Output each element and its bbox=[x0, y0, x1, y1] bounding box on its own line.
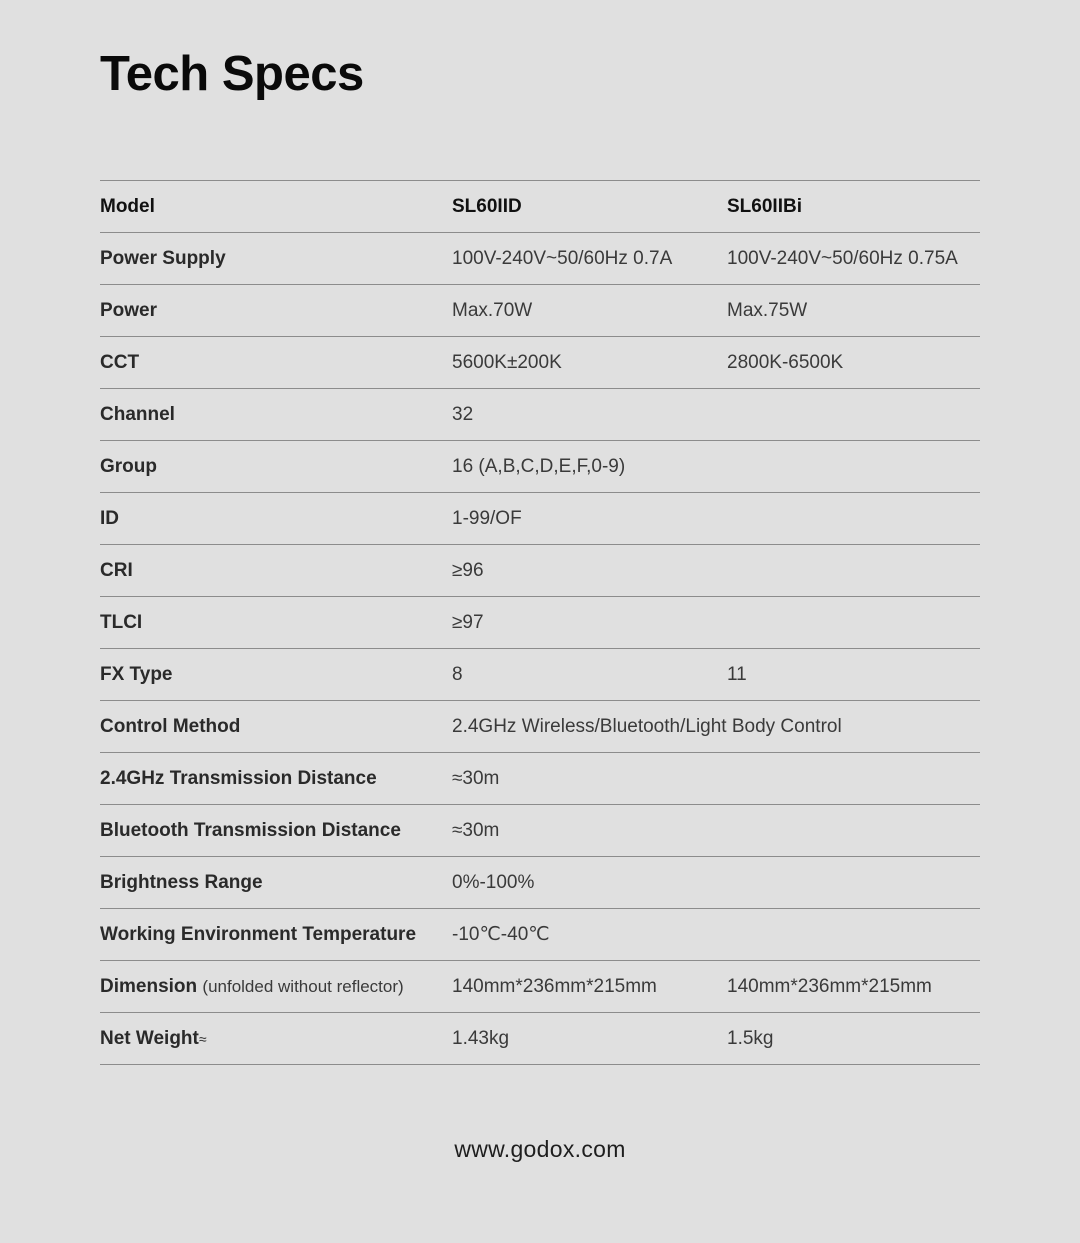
table-row-cri bbox=[100, 545, 980, 597]
row-value-model-1: 1.43kg bbox=[452, 1027, 510, 1049]
table-row-24ghz-distance bbox=[100, 753, 980, 805]
table-row-power bbox=[100, 285, 980, 337]
page-title: Tech Specs bbox=[100, 47, 364, 101]
table-row-brightness-range bbox=[100, 857, 980, 909]
row-value-model-1: Max.70W bbox=[452, 299, 533, 321]
row-value-shared: 1-99/OF bbox=[452, 507, 522, 529]
row-label: Channel bbox=[100, 403, 175, 425]
table-header-row bbox=[100, 181, 980, 233]
row-value-shared: ≥97 bbox=[452, 611, 484, 633]
table-row-power-supply bbox=[100, 233, 980, 285]
row-label: Net Weight≈ bbox=[100, 1027, 207, 1049]
table-row-id bbox=[100, 493, 980, 545]
row-label: CRI bbox=[100, 559, 133, 581]
header-model-2: SL60IIBi bbox=[727, 195, 802, 217]
row-value-model-2: 100V-240V~50/60Hz 0.75A bbox=[727, 247, 958, 269]
row-label: Group bbox=[100, 455, 157, 477]
row-label: ID bbox=[100, 507, 119, 529]
table-row-working-temperature bbox=[100, 909, 980, 961]
row-value-model-2: Max.75W bbox=[727, 299, 808, 321]
row-label: FX Type bbox=[100, 663, 173, 685]
row-value-model-1: 100V-240V~50/60Hz 0.7A bbox=[452, 247, 673, 269]
table-row-group bbox=[100, 441, 980, 493]
table-row-channel bbox=[100, 389, 980, 441]
row-label: TLCI bbox=[100, 611, 143, 633]
table-row-fx-type bbox=[100, 649, 980, 701]
row-label: Working Environment Temperature bbox=[100, 923, 417, 945]
row-label: Dimension (unfolded without reflector) bbox=[100, 975, 404, 997]
table-row-control-method bbox=[100, 701, 980, 753]
row-label: CCT bbox=[100, 351, 140, 373]
specs-table bbox=[100, 180, 980, 1065]
row-value-shared: -10℃-40℃ bbox=[452, 924, 550, 945]
row-value-shared: ≈30m bbox=[452, 767, 500, 789]
row-value-shared: ≈30m bbox=[452, 819, 500, 841]
row-label: Control Method bbox=[100, 715, 241, 737]
row-value-model-1: 140mm*236mm*215mm bbox=[452, 975, 657, 997]
row-value-shared: 32 bbox=[452, 403, 474, 425]
row-label: 2.4GHz Transmission Distance bbox=[100, 767, 377, 789]
header-model-1: SL60IID bbox=[452, 195, 522, 217]
row-value-model-1: 8 bbox=[452, 663, 463, 685]
row-value-shared: 16 (A,B,C,D,E,F,0-9) bbox=[452, 455, 626, 477]
table-row-dimension bbox=[100, 961, 980, 1013]
row-value-model-2: 140mm*236mm*215mm bbox=[727, 975, 932, 997]
row-value-model-1: 5600K±200K bbox=[452, 351, 562, 373]
row-label: Power Supply bbox=[100, 247, 226, 269]
row-label-note: (unfolded without reflector) bbox=[202, 976, 404, 996]
row-label: Power bbox=[100, 299, 158, 321]
row-value-shared: 2.4GHz Wireless/Bluetooth/Light Body Control bbox=[452, 715, 842, 737]
row-label: Bluetooth Transmission Distance bbox=[100, 819, 401, 841]
table-row-bluetooth-distance bbox=[100, 805, 980, 857]
table-row-net-weight bbox=[100, 1013, 980, 1065]
approx-symbol: ≈ bbox=[198, 1030, 207, 1047]
footer-website-url: www.godox.com bbox=[454, 1136, 626, 1162]
row-value-model-2: 2800K-6500K bbox=[727, 351, 844, 373]
table-row-cct bbox=[100, 337, 980, 389]
row-value-shared: 0%-100% bbox=[452, 871, 535, 893]
row-value-model-2: 1.5kg bbox=[727, 1027, 774, 1049]
row-label: Brightness Range bbox=[100, 871, 263, 893]
row-value-model-2: 11 bbox=[727, 663, 747, 685]
table-row-tlci bbox=[100, 597, 980, 649]
row-value-shared: ≥96 bbox=[452, 559, 484, 581]
header-label: Model bbox=[100, 195, 155, 217]
